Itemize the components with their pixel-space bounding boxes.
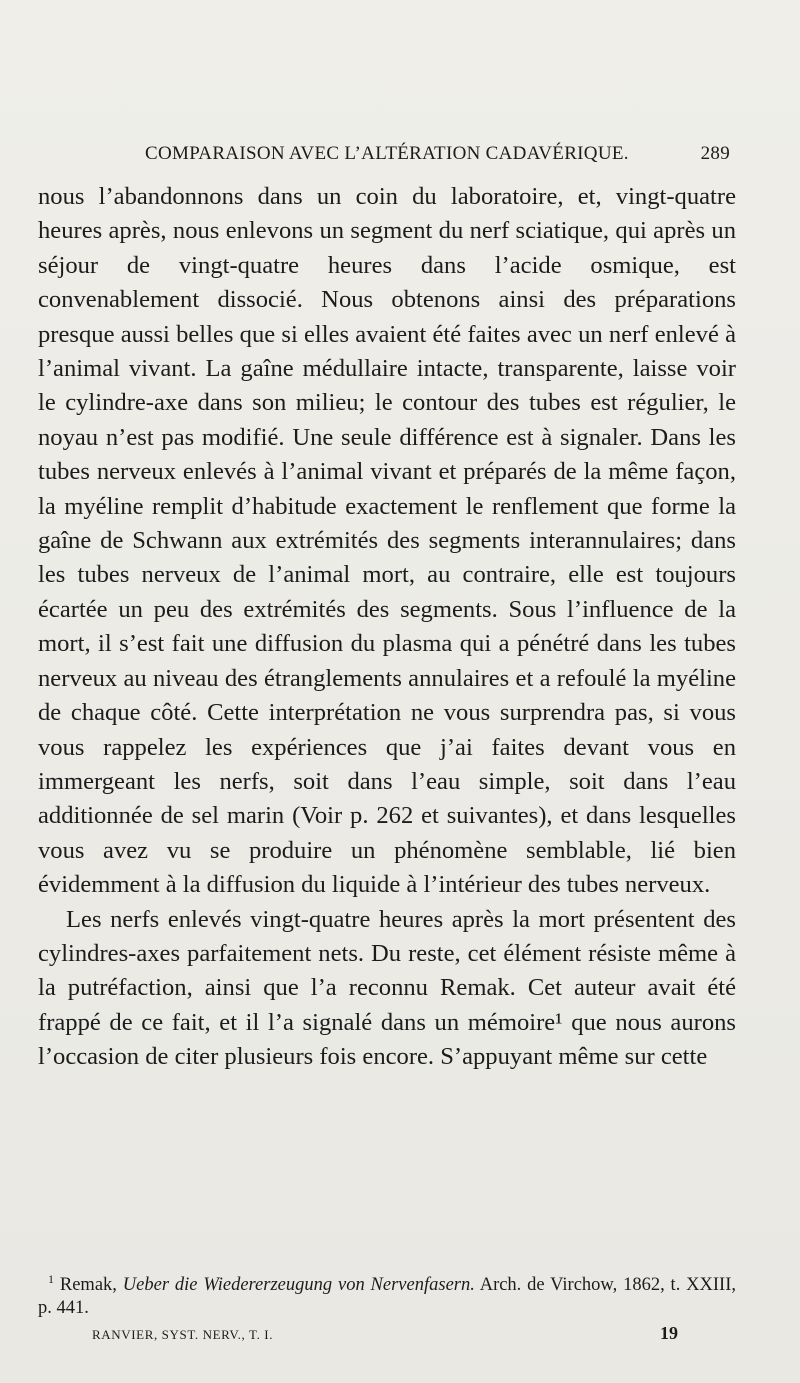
footnote-reference: Arch. de Virchow, 1862, t. XXIII, p. 441. — [38, 1275, 737, 1319]
footnote-mark: 1 — [48, 1272, 54, 1286]
paragraph-2: Les nerfs enlevés vingt-quatre heures après la mort présentent des cylindres-axes parfaitement nets. Du reste, cet élément résiste même à la putréfaction, ainsi que l’a reconnu Remak. Cet auteur avait été frappé de ce fait, et il l’a signalé dans un mémoire¹ que nous aurons l’occasion de citer plusieurs fois encore. S’appuyant même sur cette — [38, 905, 736, 1071]
footnote-author: Remak, — [59, 1275, 117, 1296]
footnote-title: Ueber die Wiedererzeugung von Nervenfasern. — [122, 1275, 475, 1296]
signature-mark: RANVIER, SYST. NERV., T. I. — [92, 1327, 274, 1342]
paragraph-1: nous l’abandonnons dans un coin du laboratoire, et, vingt-quatre heures après, nous enlevons un segment du nerf sciatique, qui après un séjour de vingt-quatre heures dans l’acide osmique, est convenablement dissocié. Nous obtenons ainsi des préparations presque aussi belles que si elles avaient été faites avec un nerf enlevé à l’animal vivant. La gaîne médullaire intacte, transparente, laisse voir le cylindre-axe dans son milieu; le contour des tubes est régulier, le noyau n’est pas modifié. Une seule différence est à signaler. Dans les tubes nerveux enlevés à l’animal vivant et préparés de la même façon, la myéline remplit d’habitude exactement le renflement que forme la gaîne de Schwann aux extrémités des segments interannulaires; dans les tubes nerveux de l’animal mort, au contraire, elle est toujours écartée un peu des extrémités des segments. Sous l’influence de la mort, il s’est fait une diffusion du plasma qui a pénétré dans les tubes nerveux au niveau des étranglements annulaires et a refoulé la myéline de chaque côté. Cette interprétation ne vous surprendra pas, si vous vous rappelez les expériences que j’ai faites devant vous en immergeant les nerfs, soit dans l’eau simple, soit dans l’eau additionnée de sel marin (Voir p. 262 et suivantes), et dans lesquelles vous avez vu se produire un phénomène semblable, lié bien évidemment à la diffusion du liquide à l’intérieur des tubes nerveux. — [38, 183, 736, 899]
page-number: 289 — [700, 143, 730, 164]
page-footer — [92, 1323, 678, 1344]
sheet-number: 19 — [660, 1323, 678, 1343]
running-title: COMPARAISON AVEC L’ALTÉRATION CADAVÉRIQUE. — [145, 143, 629, 164]
running-header — [145, 143, 730, 165]
body-text — [38, 180, 736, 1075]
footnote — [38, 1268, 736, 1320]
